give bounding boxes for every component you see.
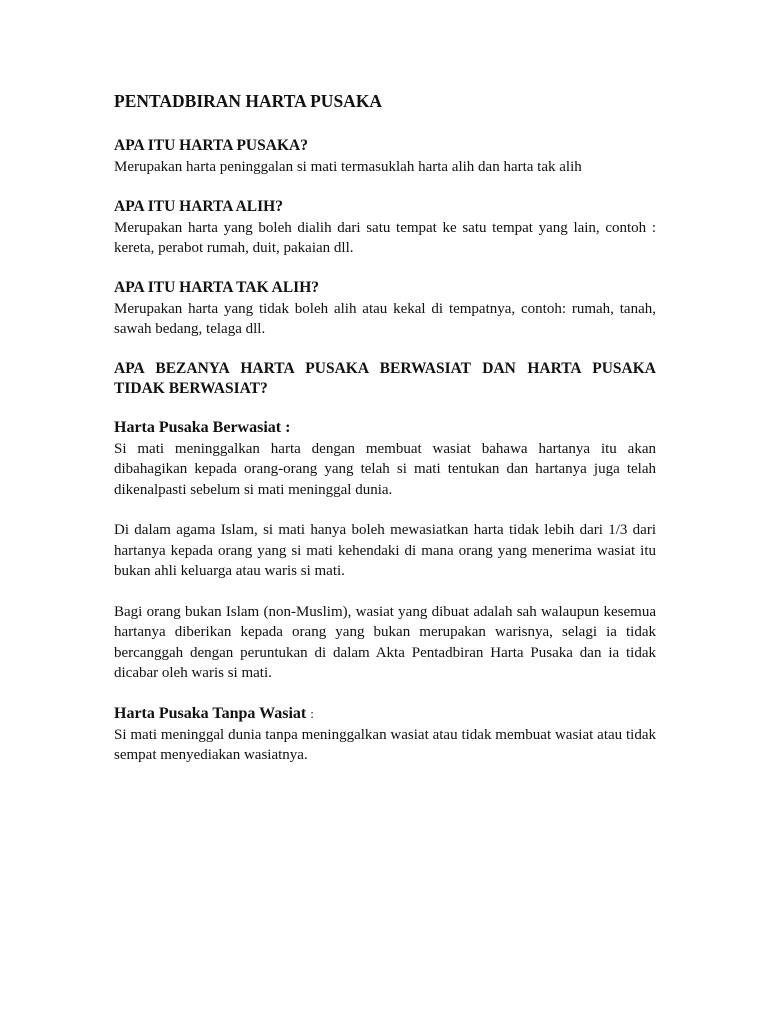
section-body: Merupakan harta yang tidak boleh alih atau kekal di tempatnya, contoh: rumah, tanah, sawah bedang, telaga dll. <box>114 300 656 337</box>
subsection-berwasiat <box>114 418 656 684</box>
section-heading: APA ITU HARTA TAK ALIH? <box>114 278 320 296</box>
subsection-heading-colon: : <box>310 705 314 721</box>
subsection-tanpa-wasiat <box>114 704 656 766</box>
section-body: Merupakan harta peninggalan si mati termasuklah harta alih dan harta tak alih <box>114 159 582 175</box>
paragraph: Bagi orang bukan Islam (non-Muslim), wasiat yang dibuat adalah sah walaupun kesemua hartanya diberikan kepada orang yang bukan merupakan warisnya, selagi ia tidak bercanggah dengan peruntukan di dalam Akta Pentadbiran Harta Pusaka dan ia tidak dicabar oleh waris si mati. <box>114 603 656 681</box>
paragraph: Di dalam agama Islam, si mati hanya boleh mewasiatkan harta tidak lebih dari 1/3 dari hartanya kepada orang yang si mati kehendaki di mana orang yang menerima wasiat itu bukan ahli keluarga atau waris si mati. <box>114 522 656 579</box>
subsection-heading: Harta Pusaka Berwasiat : <box>114 418 291 436</box>
paragraph: Si mati meninggal dunia tanpa meninggalkan wasiat atau tidak membuat wasiat atau tidak sempat menyediakan wasiatnya. <box>114 726 656 763</box>
section-harta-pusaka <box>114 136 656 178</box>
section-bezanya <box>114 359 656 399</box>
document-title: PENTADBIRAN HARTA PUSAKA <box>114 91 383 111</box>
section-heading: APA ITU HARTA ALIH? <box>114 197 283 215</box>
document-content <box>114 90 656 786</box>
subsection-heading-text: Harta Pusaka Tanpa Wasiat <box>114 704 307 722</box>
section-harta-tak-alih <box>114 278 656 340</box>
subsection-heading <box>114 704 656 724</box>
section-body: Merupakan harta yang boleh dialih dari satu tempat ke satu tempat yang lain, contoh : kereta, perabot rumah, duit, pakaian dll. <box>114 219 656 256</box>
section-harta-alih <box>114 197 656 259</box>
paragraph: Si mati meninggalkan harta dengan membuat wasiat bahawa hartanya itu akan dibahagikan kepada orang-orang yang telah si mati tentukan dan hartanya juga telah dikenalpasti sebelum si mati meninggal dunia. <box>114 440 656 498</box>
section-heading: APA ITU HARTA PUSAKA? <box>114 137 308 154</box>
section-heading: APA BEZANYA HARTA PUSAKA BERWASIAT DAN HARTA PUSAKA TIDAK BERWASIAT? <box>114 359 656 397</box>
